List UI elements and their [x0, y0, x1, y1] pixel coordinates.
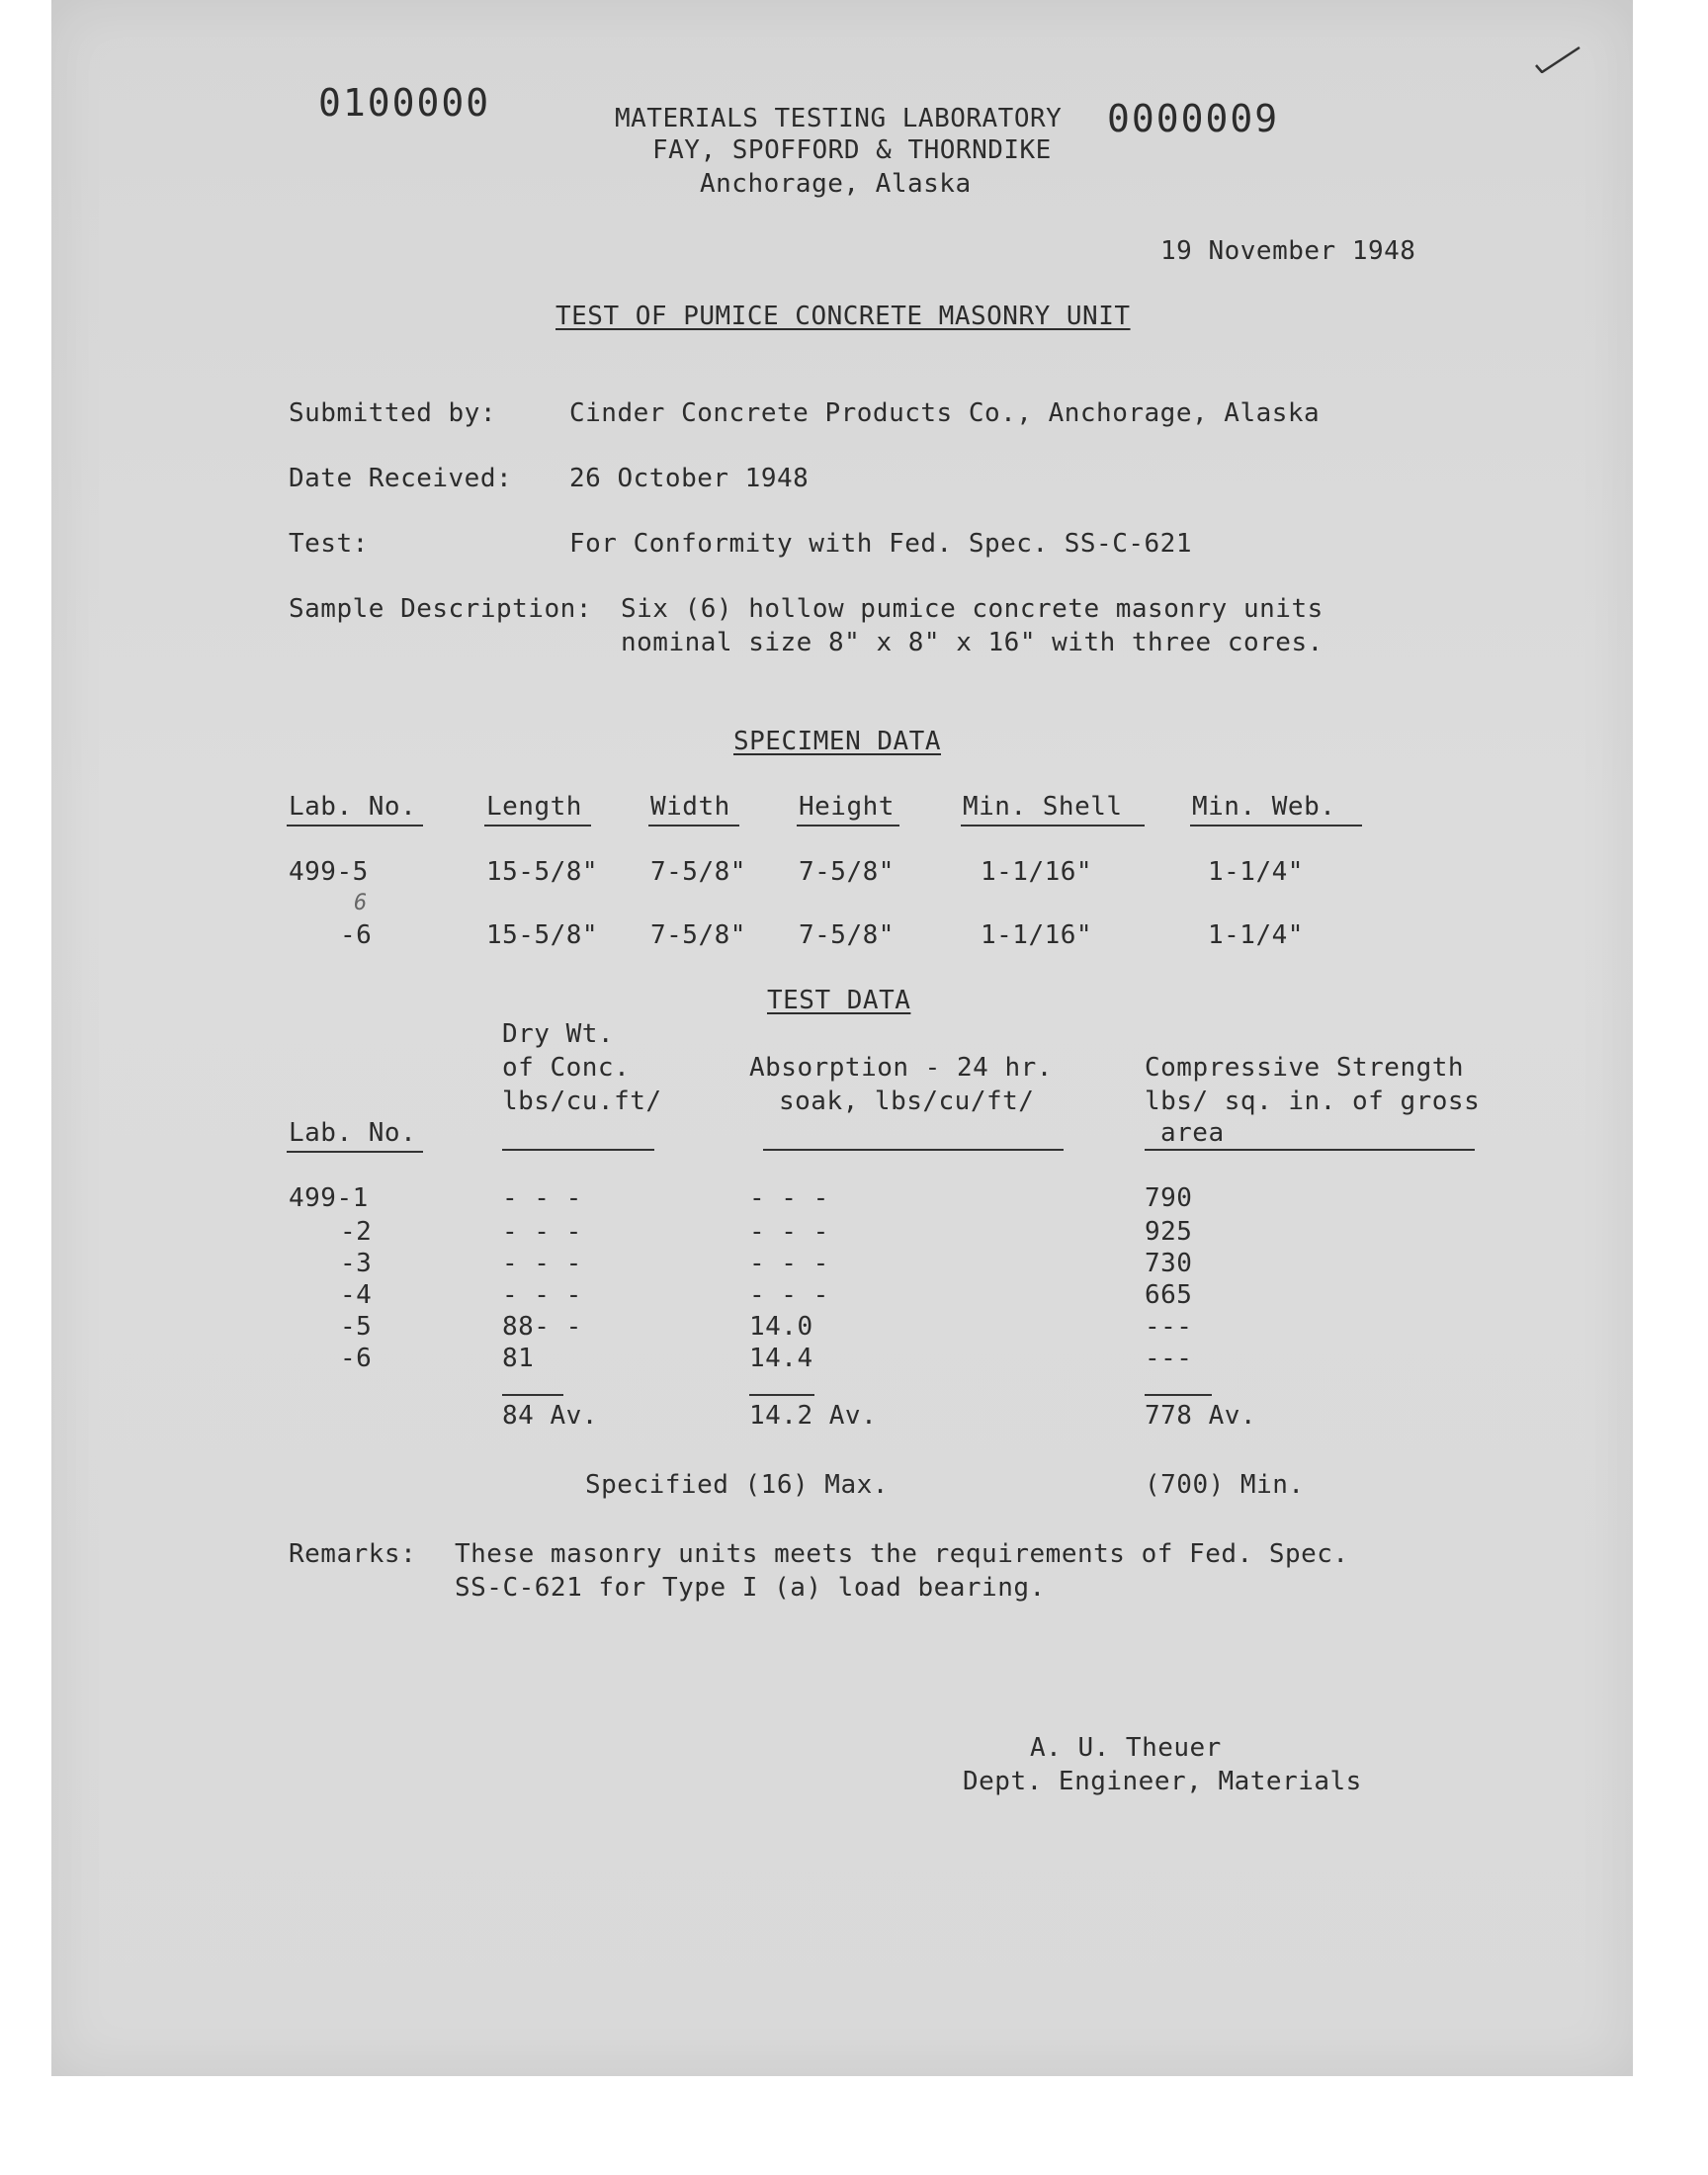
spec-cell: 7-5/8"	[799, 920, 895, 950]
spec-cell: 1-1/16"	[981, 857, 1093, 887]
org-line-3: Anchorage, Alaska	[700, 169, 972, 199]
spec-cell: 499-5	[289, 857, 369, 887]
spec-cell: -6	[340, 920, 373, 950]
document-page	[51, 0, 1633, 2076]
received-label: Date Received:	[289, 464, 513, 493]
spec-rule-length	[484, 825, 591, 826]
spec-col-lab: Lab. No.	[289, 792, 417, 822]
spec-abs: Specified (16) Max.	[585, 1470, 889, 1500]
sample-line-2: nominal size 8" x 8" x 16" with three cores.	[621, 628, 1324, 657]
test-cell: - - -	[749, 1249, 829, 1278]
spec-cell: 7-5/8"	[799, 857, 895, 887]
test-cell: -2	[340, 1217, 373, 1247]
comp-header-1: Compressive Strength	[1145, 1053, 1465, 1083]
spec-rule-lab	[287, 825, 423, 826]
test-rule-comp	[1145, 1149, 1475, 1151]
avg-rule-comp	[1145, 1394, 1212, 1396]
comp-header-3: area	[1160, 1118, 1225, 1148]
spec-cell: 1-1/4"	[1208, 920, 1304, 950]
abs-header-1: Absorption - 24 hr.	[749, 1053, 1053, 1083]
test-cell: - - -	[749, 1217, 829, 1247]
dry-header-1: Dry Wt.	[502, 1019, 615, 1049]
abs-header-2: soak, lbs/cu/ft/	[779, 1087, 1035, 1116]
test-cell: ---	[1145, 1312, 1193, 1342]
avg-dry: 84 Av.	[502, 1401, 598, 1431]
test-cell: 14.0	[749, 1312, 813, 1342]
test-rule-dry	[502, 1149, 654, 1151]
sample-line-1: Six (6) hollow pumice concrete masonry units	[621, 594, 1324, 624]
avg-rule-dry	[502, 1394, 563, 1396]
test-label: Test:	[289, 529, 369, 559]
test-cell: 81	[502, 1344, 535, 1373]
dry-header-2: of Conc.	[502, 1053, 631, 1083]
test-cell: - - -	[502, 1249, 582, 1278]
test-cell: 14.4	[749, 1344, 813, 1373]
org-line-2: FAY, SPOFFORD & THORNDIKE	[652, 135, 1052, 165]
spec-rule-width	[648, 825, 739, 826]
test-cell: - - -	[749, 1280, 829, 1310]
test-cell: 925	[1145, 1217, 1193, 1247]
report-date: 19 November 1948	[1160, 236, 1416, 266]
avg-rule-abs	[749, 1394, 814, 1396]
test-cell: - - -	[502, 1217, 582, 1247]
right-stamp-number: 0000009	[1107, 97, 1280, 140]
test-cell: - - -	[502, 1183, 582, 1213]
avg-comp: 778 Av.	[1145, 1401, 1257, 1431]
spec-cell: 15-5/8"	[486, 857, 599, 887]
spec-cell: 1-1/16"	[981, 920, 1093, 950]
test-cell: ---	[1145, 1344, 1193, 1373]
test-cell: 665	[1145, 1280, 1193, 1310]
test-cell: -6	[340, 1344, 373, 1373]
avg-abs: 14.2 Av.	[749, 1401, 878, 1431]
spec-col-shell: Min. Shell	[963, 792, 1123, 822]
test-cell: - - -	[502, 1280, 582, 1310]
test-cell: -3	[340, 1249, 373, 1278]
test-cell: 730	[1145, 1249, 1193, 1278]
spec-rule-shell	[961, 825, 1145, 826]
test-col-lab: Lab. No.	[289, 1118, 417, 1148]
test-cell: 790	[1145, 1183, 1193, 1213]
specimen-heading: SPECIMEN DATA	[733, 727, 941, 756]
check-mark-icon	[1534, 44, 1581, 73]
spec-rule-height	[797, 825, 899, 826]
spec-col-length: Length	[486, 792, 582, 822]
comp-header-2: lbs/ sq. in. of gross	[1145, 1087, 1481, 1116]
test-cell: -4	[340, 1280, 373, 1310]
handwritten-note: 6	[354, 891, 368, 915]
test-cell: 499-1	[289, 1183, 369, 1213]
test-data-heading: TEST DATA	[767, 986, 911, 1015]
submitted-label: Submitted by:	[289, 398, 496, 428]
spec-cell: 7-5/8"	[650, 920, 746, 950]
test-rule-abs	[763, 1149, 1064, 1151]
test-rule-lab	[287, 1151, 423, 1153]
dry-header-3: lbs/cu.ft/	[502, 1087, 662, 1116]
remarks-line-2: SS-C-621 for Type I (a) load bearing.	[455, 1573, 1046, 1603]
test-cell: -5	[340, 1312, 373, 1342]
remarks-line-1: These masonry units meets the requirements of Fed. Spec.	[455, 1539, 1349, 1569]
spec-col-width: Width	[650, 792, 730, 822]
test-value: For Conformity with Fed. Spec. SS-C-621	[569, 529, 1192, 559]
spec-cell: 1-1/4"	[1208, 857, 1304, 887]
submitted-value: Cinder Concrete Products Co., Anchorage, Alaska	[569, 398, 1321, 428]
spec-col-height: Height	[799, 792, 895, 822]
spec-cell: 15-5/8"	[486, 920, 599, 950]
spec-rule-web	[1190, 825, 1362, 826]
signer-name: A. U. Theuer	[1030, 1733, 1222, 1763]
left-stamp-number: 0100000	[318, 81, 491, 125]
report-title: TEST OF PUMICE CONCRETE MASONRY UNIT	[555, 302, 1131, 331]
remarks-label: Remarks:	[289, 1539, 417, 1569]
sample-label: Sample Description:	[289, 594, 592, 624]
received-value: 26 October 1948	[569, 464, 810, 493]
test-cell: - - -	[749, 1183, 829, 1213]
spec-cell: 7-5/8"	[650, 857, 746, 887]
spec-comp: (700) Min.	[1145, 1470, 1305, 1500]
org-line-1: MATERIALS TESTING LABORATORY	[615, 104, 1063, 133]
spec-col-web: Min. Web.	[1192, 792, 1336, 822]
signer-title: Dept. Engineer, Materials	[963, 1767, 1362, 1796]
test-cell: 88- -	[502, 1312, 582, 1342]
